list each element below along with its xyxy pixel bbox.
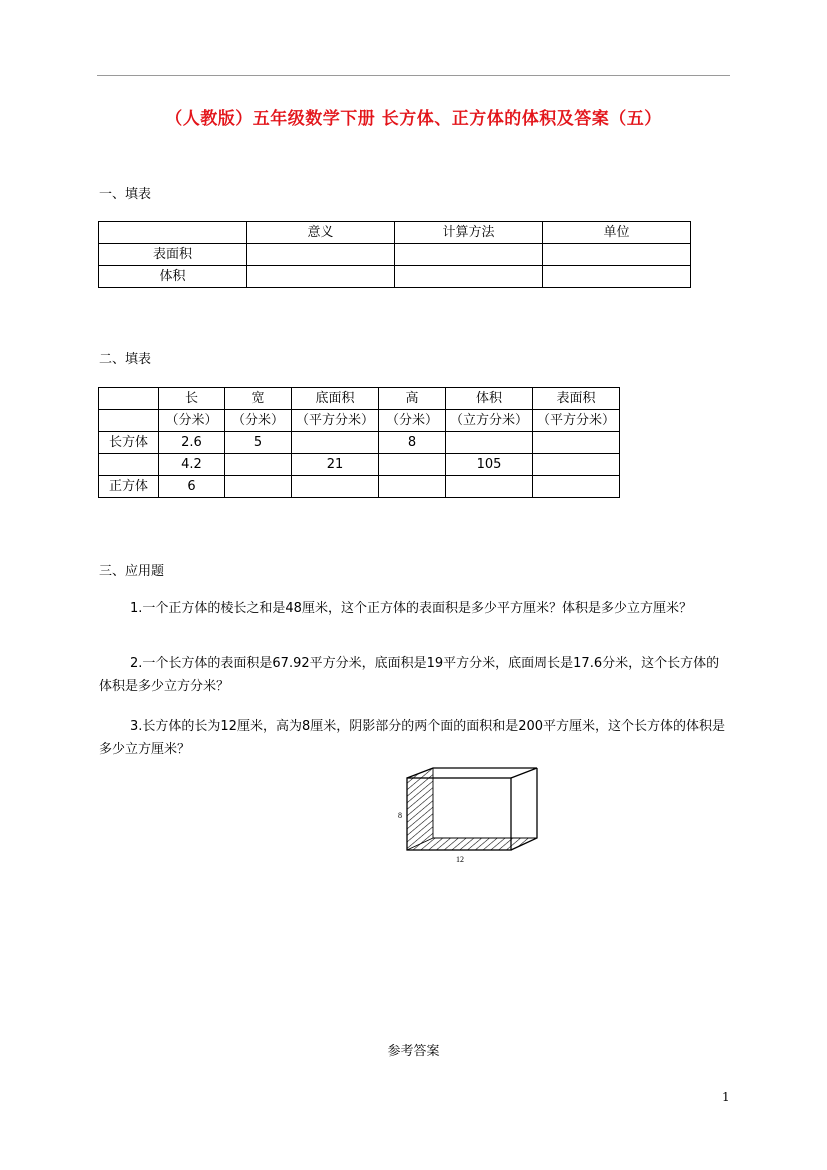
table-cell — [446, 476, 533, 498]
table-unit-cell: （平方分米） — [533, 410, 620, 432]
table-row — [99, 432, 620, 454]
table-cell — [247, 266, 395, 288]
table-cell — [395, 244, 543, 266]
table-unit-cell: （平方分米） — [292, 410, 379, 432]
problem-1: 1.一个正方体的棱长之和是48厘米，这个正方体的表面积是多少平方厘米？体积是多少立方厘米？ — [130, 601, 692, 616]
table-cell — [99, 410, 159, 432]
table-cell: 4.2 — [159, 454, 225, 476]
table-cuboid-values — [98, 387, 620, 498]
table-cell — [247, 244, 395, 266]
table-header-cell: 体积 — [446, 388, 533, 410]
problem-2: 2.一个长方体的表面积是67.92平方分米，底面积是19平方分米，底面周长是17.6分米，这个长方体的体积是多少立方分米？ — [99, 656, 720, 694]
table-unit-cell: （立方分米） — [446, 410, 533, 432]
table-cell — [379, 476, 446, 498]
problem-3: 3.长方体的长为12厘米，高为8厘米，阴影部分的两个面的面积和是200平方厘米，这个长方体的体积是多少立方厘米？ — [99, 719, 726, 757]
table-header-cell: 意义 — [247, 222, 395, 244]
table-cell — [292, 432, 379, 454]
table-row-label: 正方体 — [99, 476, 159, 498]
table-header-cell: 表面积 — [533, 388, 620, 410]
table-row — [99, 454, 620, 476]
page-number: 1 — [722, 1090, 730, 1104]
table-row — [99, 244, 691, 266]
table-unit-cell: （分米） — [379, 410, 446, 432]
table-row — [99, 222, 691, 244]
shaded-left-face — [407, 768, 433, 850]
table-cell — [99, 222, 247, 244]
table-cell — [225, 454, 292, 476]
table-cell: 5 — [225, 432, 292, 454]
table-cell — [225, 476, 292, 498]
table-header-cell: 单位 — [543, 222, 691, 244]
table-cell — [292, 476, 379, 498]
table-row-label: 长方体 — [99, 432, 159, 454]
table-unit-cell: （分米） — [225, 410, 292, 432]
table-cell — [446, 432, 533, 454]
table-header-cell: 长 — [159, 388, 225, 410]
table-cell: 6 — [159, 476, 225, 498]
table-cell — [379, 454, 446, 476]
table-row — [99, 476, 620, 498]
table-row-label: 体积 — [99, 266, 247, 288]
table-cell — [533, 454, 620, 476]
table-header-cell: 宽 — [225, 388, 292, 410]
table-row-label — [99, 454, 159, 476]
table-cell — [395, 266, 543, 288]
table-cell: 21 — [292, 454, 379, 476]
header-rule — [97, 75, 730, 76]
table-cell — [543, 244, 691, 266]
table-row — [99, 410, 620, 432]
table-cell — [533, 476, 620, 498]
table-cell — [533, 432, 620, 454]
table-cell: 2.6 — [159, 432, 225, 454]
section-3-heading: 三、应用题 — [99, 564, 165, 579]
section-2-heading: 二、填表 — [99, 352, 152, 367]
table-unit-cell: （分米） — [159, 410, 225, 432]
table-cell — [543, 266, 691, 288]
table-header-cell: 底面积 — [292, 388, 379, 410]
table-row-label: 表面积 — [99, 244, 247, 266]
answer-heading: 参考答案 — [387, 1044, 440, 1059]
table-row — [99, 388, 620, 410]
table-header-cell: 计算方法 — [395, 222, 543, 244]
section-1-heading: 一、填表 — [99, 187, 152, 202]
table-cell: 105 — [446, 454, 533, 476]
length-label: 12 — [456, 855, 464, 864]
table-surface-volume — [98, 221, 691, 288]
table-cell — [99, 388, 159, 410]
table-header-cell: 高 — [379, 388, 446, 410]
height-label: 8 — [398, 811, 402, 820]
table-row — [99, 266, 691, 288]
cuboid-figure — [396, 766, 542, 866]
page-title: （人教版）五年级数学下册 长方体、正方体的体积及答案（五） — [165, 109, 662, 129]
table-cell: 8 — [379, 432, 446, 454]
